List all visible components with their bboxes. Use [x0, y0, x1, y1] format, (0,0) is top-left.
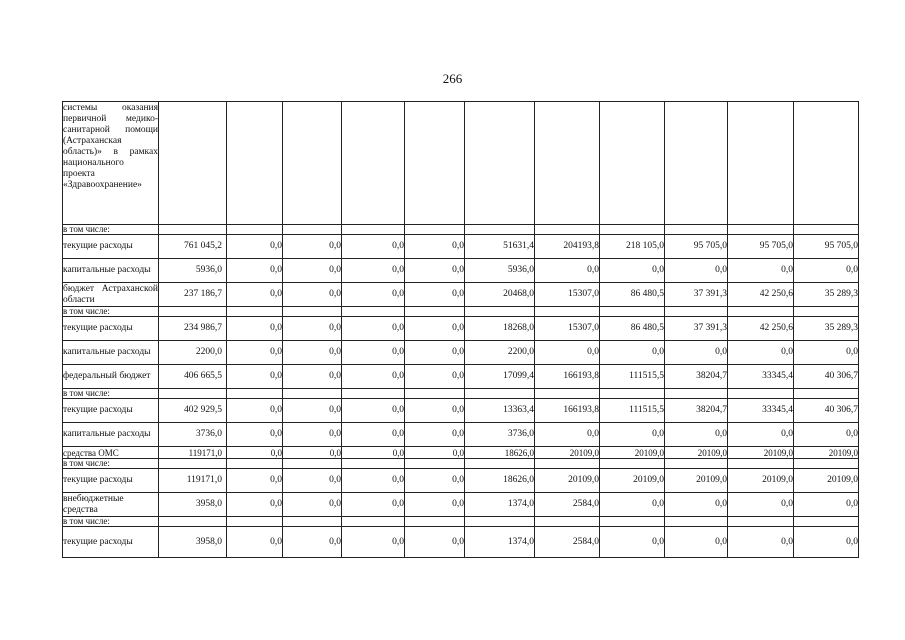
table-cell-empty	[283, 459, 342, 469]
table-cell-value: 0,0	[342, 527, 405, 558]
table-cell-value: 0,0	[342, 447, 405, 459]
table-cell-value: 111515,5	[600, 365, 665, 389]
table-cell-total: 5936,0	[159, 259, 227, 283]
table-cell-empty	[465, 307, 535, 317]
table-cell-value: 0,0	[728, 341, 794, 365]
table-cell-value: 18268,0	[465, 317, 535, 341]
table-cell-value: 0,0	[227, 283, 283, 307]
table-row	[63, 469, 859, 493]
table-cell-value: 42 250,6	[728, 283, 794, 307]
table-cell-empty	[600, 225, 665, 235]
table-cell-empty	[794, 307, 859, 317]
table-cell-value: 0,0	[342, 469, 405, 493]
table-cell-empty	[227, 389, 283, 399]
table-cell-value: 17099,4	[465, 365, 535, 389]
table-cell-empty	[665, 102, 728, 225]
table-row	[63, 423, 859, 447]
table-cell-value: 20468,0	[465, 283, 535, 307]
table-cell-value: 0,0	[405, 493, 465, 517]
table-cell-empty	[728, 517, 794, 527]
table-cell-total: 237 186,7	[159, 283, 227, 307]
table-cell-value: 0,0	[405, 423, 465, 447]
table-cell-value: 0,0	[794, 493, 859, 517]
table-row	[63, 341, 859, 365]
table-cell-value: 38204,7	[665, 399, 728, 423]
table-cell-value: 0,0	[665, 527, 728, 558]
table-cell-value: 0,0	[405, 399, 465, 423]
table-cell-empty	[159, 517, 227, 527]
row-label: текущие расходы	[63, 469, 159, 493]
subheading-label: в том числе:	[63, 225, 159, 235]
table-cell-empty	[283, 225, 342, 235]
table-cell-total: 406 665,5	[159, 365, 227, 389]
table-cell-empty	[227, 102, 283, 225]
table-cell-empty	[227, 459, 283, 469]
table-cell-value: 0,0	[342, 283, 405, 307]
table-cell-value: 0,0	[405, 283, 465, 307]
table-cell-empty	[405, 102, 465, 225]
table-cell-value: 0,0	[283, 447, 342, 459]
row-label: внебюджетные средства	[63, 493, 159, 517]
subheading-label: в том числе:	[63, 307, 159, 317]
table-cell-value: 0,0	[600, 341, 665, 365]
table-cell-empty	[342, 517, 405, 527]
table-cell-value: 0,0	[283, 365, 342, 389]
row-label: средства ОМС	[63, 447, 159, 459]
row-label-program: системы оказания первичной медико-санитарной помощи (Астраханская область)» в рамках национального проекта «Здравоохранение»	[63, 102, 159, 225]
table-cell-value: 20109,0	[535, 469, 600, 493]
table-cell-value: 0,0	[405, 447, 465, 459]
table-cell-empty	[535, 102, 600, 225]
table-row	[63, 283, 859, 307]
table-cell-value: 0,0	[665, 423, 728, 447]
row-label: капитальные расходы	[63, 423, 159, 447]
table-cell-value: 86 480,5	[600, 317, 665, 341]
table-cell-value: 0,0	[794, 527, 859, 558]
table-cell-value: 0,0	[342, 399, 405, 423]
table-row-subheading	[63, 517, 859, 527]
table-cell-value: 20109,0	[600, 469, 665, 493]
table-cell-value: 0,0	[794, 341, 859, 365]
table-cell-value: 166193,8	[535, 399, 600, 423]
table-row	[63, 447, 859, 459]
table-cell-value: 1374,0	[465, 493, 535, 517]
table-cell-value: 0,0	[405, 235, 465, 259]
table-cell-value: 18626,0	[465, 469, 535, 493]
table-cell-value: 0,0	[283, 341, 342, 365]
table-cell-empty	[465, 389, 535, 399]
table-cell-value: 2200,0	[465, 341, 535, 365]
row-label: капитальные расходы	[63, 259, 159, 283]
table-cell-empty	[283, 389, 342, 399]
table-cell-value: 218 105,0	[600, 235, 665, 259]
table-cell-value: 0,0	[227, 365, 283, 389]
table-cell-empty	[665, 517, 728, 527]
table-row	[63, 365, 859, 389]
table-cell-empty	[342, 225, 405, 235]
table-cell-value: 33345,4	[728, 399, 794, 423]
table-cell-value: 0,0	[665, 493, 728, 517]
table-row-subheading	[63, 225, 859, 235]
table-cell-value: 0,0	[342, 235, 405, 259]
table-cell-empty	[342, 459, 405, 469]
table-cell-total: 3958,0	[159, 493, 227, 517]
budget-table	[62, 101, 859, 558]
table-cell-value: 0,0	[283, 317, 342, 341]
table-cell-empty	[728, 102, 794, 225]
table-cell-value: 0,0	[405, 317, 465, 341]
table-cell-value: 0,0	[600, 423, 665, 447]
table-cell-value: 40 306,7	[794, 365, 859, 389]
table-cell-value: 20109,0	[665, 469, 728, 493]
table-cell-value: 204193,8	[535, 235, 600, 259]
table-cell-empty	[794, 102, 859, 225]
table-cell-empty	[227, 307, 283, 317]
table-cell-empty	[600, 307, 665, 317]
table-cell-value: 5936,0	[465, 259, 535, 283]
table-cell-value: 35 289,3	[794, 283, 859, 307]
table-cell-empty	[535, 307, 600, 317]
table-cell-value: 0,0	[283, 235, 342, 259]
table-cell-total: 761 045,2	[159, 235, 227, 259]
table-cell-value: 42 250,6	[728, 317, 794, 341]
table-cell-value: 0,0	[342, 259, 405, 283]
table-cell-empty	[405, 225, 465, 235]
table-cell-empty	[728, 307, 794, 317]
table-cell-empty	[465, 459, 535, 469]
table-cell-value: 0,0	[283, 493, 342, 517]
table-cell-value: 0,0	[794, 423, 859, 447]
table-cell-value: 0,0	[728, 423, 794, 447]
table-cell-value: 0,0	[342, 341, 405, 365]
table-cell-value: 20109,0	[665, 447, 728, 459]
table-cell-value: 0,0	[600, 493, 665, 517]
table-cell-value: 0,0	[600, 259, 665, 283]
table-cell-empty	[794, 459, 859, 469]
table-cell-empty	[405, 517, 465, 527]
table-cell-value: 0,0	[728, 493, 794, 517]
table-cell-empty	[665, 307, 728, 317]
table-cell-value: 86 480,5	[600, 283, 665, 307]
table-cell-value: 0,0	[227, 469, 283, 493]
table-cell-value: 37 391,3	[665, 283, 728, 307]
table-cell-value: 0,0	[227, 317, 283, 341]
table-cell-value: 38204,7	[665, 365, 728, 389]
table-cell-value: 0,0	[283, 469, 342, 493]
row-label: текущие расходы	[63, 527, 159, 558]
table-cell-empty	[535, 389, 600, 399]
table-cell-value: 20109,0	[600, 447, 665, 459]
table-cell-value: 0,0	[227, 235, 283, 259]
table-cell-total: 2200,0	[159, 341, 227, 365]
table-cell-value: 0,0	[283, 423, 342, 447]
table-cell-value: 0,0	[227, 341, 283, 365]
table-cell-value: 1374,0	[465, 527, 535, 558]
table-cell-value: 95 705,0	[665, 235, 728, 259]
table-cell-value: 35 289,3	[794, 317, 859, 341]
table-cell-value: 0,0	[535, 259, 600, 283]
table-cell-value: 111515,5	[600, 399, 665, 423]
table-cell-value: 3736,0	[465, 423, 535, 447]
subheading-label: в том числе:	[63, 389, 159, 399]
table-cell-empty	[159, 459, 227, 469]
table-cell-empty	[159, 307, 227, 317]
table-cell-total: 119171,0	[159, 469, 227, 493]
table-cell-value: 0,0	[665, 341, 728, 365]
table-cell-value: 18626,0	[465, 447, 535, 459]
table-row-header	[63, 102, 859, 225]
table-cell-value: 15307,0	[535, 283, 600, 307]
table-cell-empty	[794, 517, 859, 527]
subheading-label: в том числе:	[63, 459, 159, 469]
table-row	[63, 493, 859, 517]
table-cell-value: 0,0	[405, 365, 465, 389]
table-cell-empty	[283, 517, 342, 527]
table-cell-value: 0,0	[283, 259, 342, 283]
table-cell-value: 0,0	[227, 399, 283, 423]
table-cell-empty	[342, 102, 405, 225]
table-cell-value: 0,0	[728, 259, 794, 283]
table-cell-value: 0,0	[405, 259, 465, 283]
table-cell-empty	[405, 389, 465, 399]
table-cell-empty	[342, 307, 405, 317]
table-row	[63, 399, 859, 423]
table-cell-value: 0,0	[227, 259, 283, 283]
table-cell-value: 2584,0	[535, 493, 600, 517]
table-cell-empty	[600, 102, 665, 225]
table-cell-empty	[283, 102, 342, 225]
table-cell-value: 95 705,0	[794, 235, 859, 259]
table-row	[63, 259, 859, 283]
table-cell-empty	[794, 225, 859, 235]
table-cell-empty	[465, 517, 535, 527]
table-cell-empty	[665, 225, 728, 235]
table-cell-value: 20109,0	[794, 447, 859, 459]
table-cell-value: 0,0	[227, 527, 283, 558]
table-row-subheading	[63, 307, 859, 317]
table-cell-empty	[405, 459, 465, 469]
page-number: 266	[442, 71, 463, 86]
table-cell-value: 0,0	[227, 447, 283, 459]
table-cell-value: 15307,0	[535, 317, 600, 341]
table-cell-empty	[465, 225, 535, 235]
row-label: капитальные расходы	[63, 341, 159, 365]
table-cell-value: 0,0	[728, 527, 794, 558]
row-label: бюджет Астраханской области	[63, 283, 158, 305]
row-label: текущие расходы	[63, 235, 159, 259]
table-cell-value: 0,0	[405, 341, 465, 365]
table-row	[63, 235, 859, 259]
table-cell-value: 0,0	[794, 259, 859, 283]
table-cell-total: 234 986,7	[159, 317, 227, 341]
row-label: текущие расходы	[63, 399, 159, 423]
table-cell-value: 0,0	[283, 527, 342, 558]
table-cell-empty	[227, 225, 283, 235]
table-cell-empty	[159, 389, 227, 399]
table-cell-empty	[535, 225, 600, 235]
table-cell-value: 0,0	[342, 317, 405, 341]
table-cell-empty	[600, 517, 665, 527]
table-cell-value: 40 306,7	[794, 399, 859, 423]
table-cell-empty	[728, 225, 794, 235]
table-cell-empty	[159, 102, 227, 225]
table-row-subheading	[63, 389, 859, 399]
table-cell-value: 37 391,3	[665, 317, 728, 341]
table-cell-value: 20109,0	[728, 469, 794, 493]
table-cell-value: 20109,0	[794, 469, 859, 493]
table-cell-empty	[665, 459, 728, 469]
table-cell-value: 2584,0	[535, 527, 600, 558]
table-cell-total: 3958,0	[159, 527, 227, 558]
table-cell-value: 13363,4	[465, 399, 535, 423]
table-cell-empty	[728, 389, 794, 399]
table-cell-value: 0,0	[405, 527, 465, 558]
table-cell-empty	[794, 389, 859, 399]
table-cell-value: 0,0	[665, 259, 728, 283]
table-cell-value: 95 705,0	[728, 235, 794, 259]
table-cell-value: 0,0	[227, 423, 283, 447]
table-cell-empty	[728, 459, 794, 469]
table-cell-empty	[600, 459, 665, 469]
table-cell-empty	[405, 307, 465, 317]
table-cell-value: 0,0	[283, 399, 342, 423]
table-cell-value: 0,0	[342, 493, 405, 517]
table-row	[63, 527, 859, 558]
table-cell-empty	[159, 225, 227, 235]
table-cell-empty	[535, 517, 600, 527]
table-row	[63, 317, 859, 341]
row-label: федеральный бюджет	[63, 365, 159, 389]
table-cell-value: 0,0	[227, 493, 283, 517]
row-label: текущие расходы	[63, 317, 159, 341]
table-cell-total: 119171,0	[159, 447, 227, 459]
table-cell-value: 0,0	[405, 469, 465, 493]
table-cell-value: 20109,0	[728, 447, 794, 459]
table-cell-value: 33345,4	[728, 365, 794, 389]
table-cell-value: 0,0	[342, 365, 405, 389]
table-cell-total: 3736,0	[159, 423, 227, 447]
table-cell-value: 51631,4	[465, 235, 535, 259]
table-cell-empty	[342, 389, 405, 399]
table-cell-empty	[227, 517, 283, 527]
table-cell-empty	[535, 459, 600, 469]
table-cell-value: 0,0	[342, 423, 405, 447]
table-cell-value: 0,0	[535, 341, 600, 365]
table-cell-empty	[665, 389, 728, 399]
table-row-subheading	[63, 459, 859, 469]
table-cell-value: 0,0	[535, 423, 600, 447]
subheading-label: в том числе:	[63, 517, 159, 527]
table-cell-value: 20109,0	[535, 447, 600, 459]
table-cell-empty	[465, 102, 535, 225]
table-cell-value: 0,0	[600, 527, 665, 558]
table-cell-total: 402 929,5	[159, 399, 227, 423]
table-cell-value: 0,0	[283, 283, 342, 307]
table-cell-empty	[600, 389, 665, 399]
table-cell-value: 166193,8	[535, 365, 600, 389]
table-cell-empty	[283, 307, 342, 317]
